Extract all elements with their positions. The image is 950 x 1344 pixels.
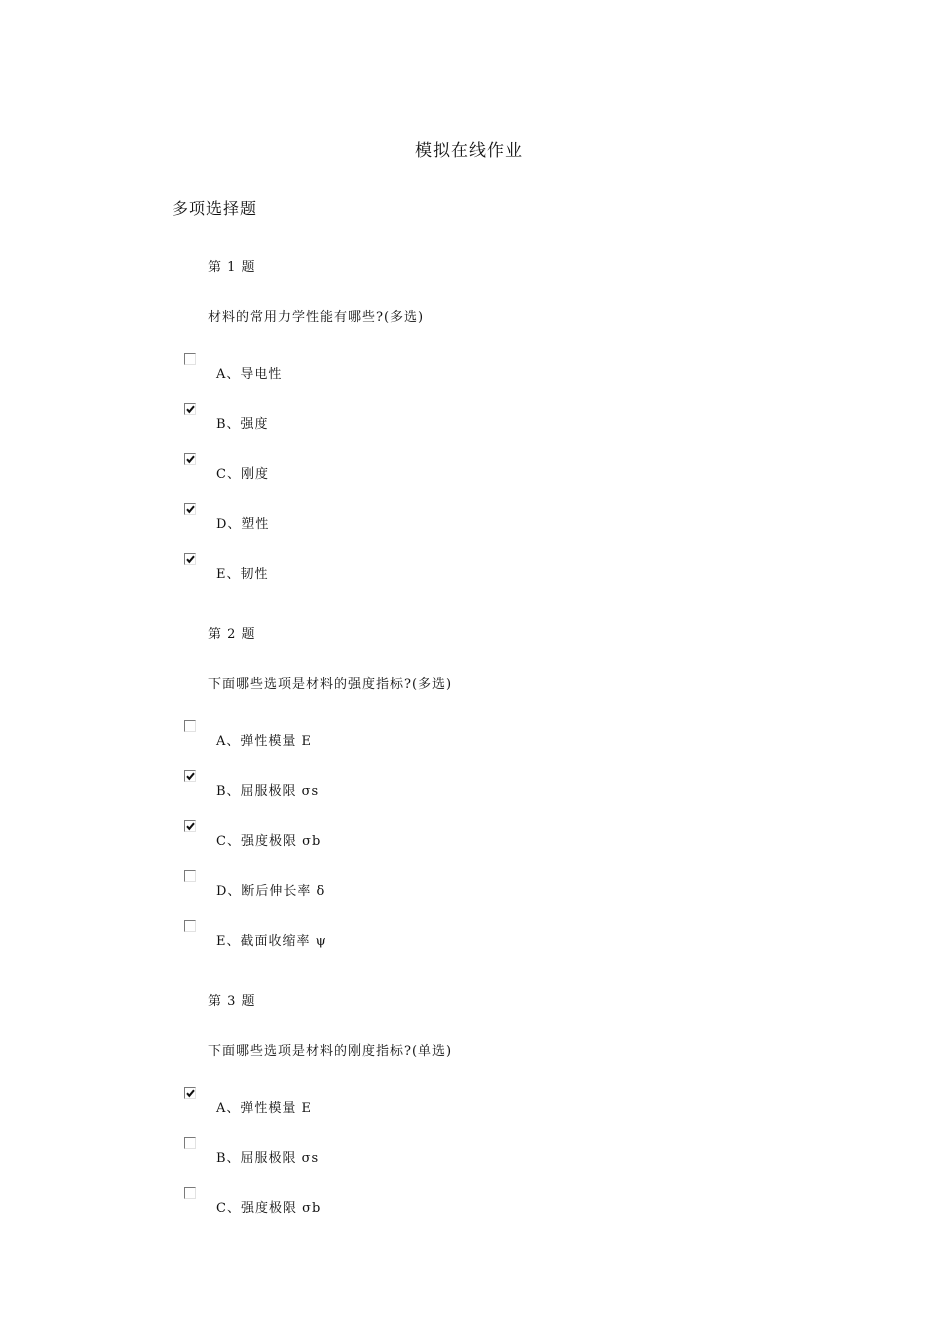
option-d[interactable] [183,870,583,904]
checkbox[interactable] [184,820,196,832]
option-e[interactable] [183,553,583,587]
option-b[interactable] [183,403,583,437]
option-label: D、断后伸长率 δ [216,884,326,899]
checkmark-icon [185,504,196,515]
option-a[interactable] [183,353,583,387]
checkmark-icon [185,404,196,415]
option-label: B、屈服极限 σs [216,1151,320,1166]
checkmark-icon [185,1088,196,1099]
option-label: B、强度 [216,417,269,432]
option-c[interactable] [183,1187,583,1221]
question-text: 下面哪些选项是材料的刚度指标?(单选) [208,1044,453,1059]
checkbox[interactable] [184,720,196,732]
checkbox[interactable] [184,503,196,515]
question-text: 下面哪些选项是材料的强度指标?(多选) [208,677,453,692]
section-title: 多项选择题 [172,199,258,218]
checkbox[interactable] [184,920,196,932]
option-label: D、塑性 [216,517,270,532]
option-label: B、屈服极限 σs [216,784,320,799]
option-label: C、刚度 [216,467,269,482]
option-c[interactable] [183,453,583,487]
option-label: A、弹性模量 E [216,1101,313,1116]
option-b[interactable] [183,1137,583,1171]
option-a[interactable] [183,1087,583,1121]
option-e[interactable] [183,920,583,954]
option-c[interactable] [183,820,583,854]
checkbox[interactable] [184,353,196,365]
checkbox[interactable] [184,870,196,882]
checkbox[interactable] [184,1087,196,1099]
checkbox[interactable] [184,770,196,782]
option-label: C、强度极限 σb [216,1201,322,1216]
checkmark-icon [185,771,196,782]
option-label: A、导电性 [216,367,283,382]
question-number: 第 2 题 [208,627,256,642]
checkbox[interactable] [184,453,196,465]
option-label: E、韧性 [216,567,269,582]
question-number: 第 1 题 [208,260,256,275]
option-label: E、截面收缩率 ψ [216,934,327,949]
option-d[interactable] [183,503,583,537]
checkbox[interactable] [184,1187,196,1199]
option-a[interactable] [183,720,583,754]
checkbox[interactable] [184,403,196,415]
checkmark-icon [185,554,196,565]
checkbox[interactable] [184,1137,196,1149]
option-b[interactable] [183,770,583,804]
checkbox[interactable] [184,553,196,565]
question-number: 第 3 题 [208,994,256,1009]
option-label: A、弹性模量 E [216,734,313,749]
option-label: C、强度极限 σb [216,834,322,849]
question-text: 材料的常用力学性能有哪些?(多选) [208,310,425,325]
page-title: 模拟在线作业 [415,141,523,161]
checkmark-icon [185,821,196,832]
checkmark-icon [185,454,196,465]
